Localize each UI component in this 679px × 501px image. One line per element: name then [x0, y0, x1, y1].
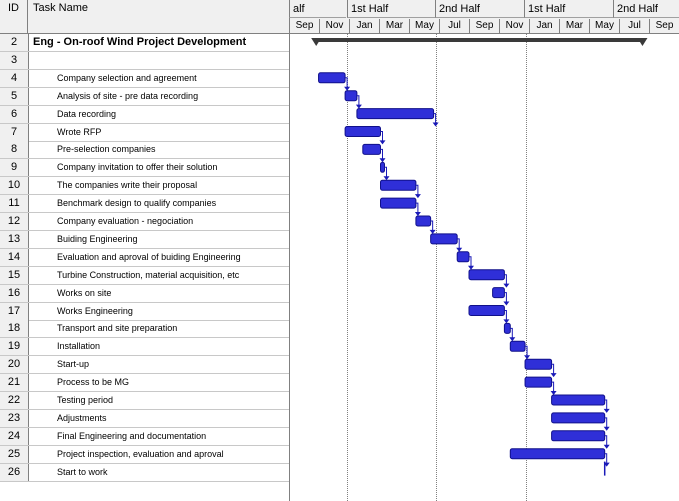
task-id: 26 — [0, 464, 29, 481]
task-name: Buiding Engineering — [57, 233, 138, 244]
task-bar[interactable] — [469, 306, 504, 316]
task-name: Adjustments — [57, 412, 107, 423]
task-bar[interactable] — [381, 198, 416, 208]
task-id: 12 — [0, 213, 29, 230]
task-name: Company evaluation - negociation — [57, 216, 194, 226]
table-row[interactable] — [0, 213, 289, 231]
task-name-column-header[interactable]: Task Name — [33, 2, 89, 14]
task-id: 11 — [0, 195, 29, 212]
task-id: 20 — [0, 356, 29, 373]
timescale-half: 2nd Half — [613, 0, 679, 18]
timescale-half: alf — [289, 0, 346, 18]
task-id: 4 — [0, 70, 29, 87]
task-name: Wrote RFP — [57, 126, 102, 137]
dependency-arrowhead — [344, 87, 350, 91]
task-bar[interactable] — [381, 180, 416, 190]
timescale-month: Sep — [469, 19, 499, 33]
task-bar[interactable] — [416, 216, 431, 226]
task-name: Benchmark design to qualify companies — [57, 198, 217, 209]
timescale-month: Jul — [619, 19, 649, 33]
task-id: 24 — [0, 428, 29, 445]
task-name: Data recording — [57, 108, 117, 119]
table-row[interactable] — [0, 195, 289, 213]
table-row[interactable] — [0, 428, 289, 446]
task-id: 15 — [0, 267, 29, 284]
table-row[interactable] — [0, 106, 289, 124]
table-header — [0, 0, 289, 34]
task-name: Pre-selection companies — [57, 144, 156, 155]
task-bar[interactable] — [552, 395, 605, 405]
table-row[interactable] — [0, 464, 289, 482]
task-bar[interactable] — [319, 73, 346, 83]
table-row[interactable] — [0, 52, 289, 70]
table-row[interactable] — [0, 392, 289, 410]
table-row[interactable] — [0, 124, 289, 142]
dependency-arrowhead — [380, 140, 386, 144]
dependency-arrowhead — [524, 355, 530, 359]
dependency-arrowhead — [604, 427, 610, 431]
dependency-arrowhead — [551, 373, 557, 377]
task-bar[interactable] — [552, 431, 605, 441]
table-row[interactable] — [0, 374, 289, 392]
timescale-month: Nov — [319, 19, 349, 33]
task-bar[interactable] — [381, 162, 385, 172]
table-row[interactable] — [0, 141, 289, 159]
task-id: 13 — [0, 231, 29, 248]
table-row[interactable] — [0, 34, 289, 52]
task-name: Eng - On-roof Wind Project Development — [33, 36, 247, 48]
task-name: Final Engineering and documentation — [57, 430, 207, 441]
table-row[interactable] — [0, 356, 289, 374]
summary-bar[interactable] — [311, 38, 647, 46]
task-name: Analysis of site - pre data recording — [57, 90, 199, 101]
timescale-month: Mar — [379, 19, 409, 33]
task-id: 5 — [0, 88, 29, 105]
dependency-arrowhead — [433, 123, 439, 127]
task-bar[interactable] — [345, 91, 357, 101]
task-id: 9 — [0, 159, 29, 176]
table-row[interactable] — [0, 320, 289, 338]
task-id: 21 — [0, 374, 29, 391]
task-id: 8 — [0, 141, 29, 158]
gantt-bars — [290, 0, 679, 501]
timeline — [290, 0, 679, 501]
timescale-month: May — [409, 19, 439, 33]
task-name: Works on site — [57, 287, 112, 298]
table-row[interactable] — [0, 338, 289, 356]
task-id: 6 — [0, 106, 29, 123]
table-row[interactable] — [0, 249, 289, 267]
task-name: Transport and site preparation — [57, 323, 178, 334]
task-id: 25 — [0, 446, 29, 463]
dependency-arrowhead — [468, 266, 474, 270]
task-id: 7 — [0, 124, 29, 141]
task-id: 14 — [0, 249, 29, 266]
task-name: Start-up — [57, 359, 90, 370]
task-name: Process to be MG — [57, 377, 130, 388]
task-name: Company selection and agreement — [57, 72, 197, 83]
task-id: 10 — [0, 177, 29, 194]
table-row[interactable] — [0, 303, 289, 321]
task-bar[interactable] — [363, 144, 381, 154]
timescale-month: Mar — [559, 19, 589, 33]
timescale-month: May — [589, 19, 619, 33]
task-name: Turbine Construction, material acquisition, etc — [57, 269, 240, 280]
id-column-header[interactable]: ID — [0, 0, 28, 33]
dependency-arrowhead — [415, 212, 421, 216]
table-row[interactable] — [0, 410, 289, 428]
task-id: 22 — [0, 392, 29, 409]
dependency-arrowhead — [604, 409, 610, 413]
table-row[interactable] — [0, 88, 289, 106]
task-bar[interactable] — [493, 288, 505, 298]
task-bar[interactable] — [504, 323, 510, 333]
dependency-arrowhead — [604, 445, 610, 449]
dependency-arrowhead — [503, 284, 509, 288]
task-id: 17 — [0, 303, 29, 320]
dependency-arrowhead — [456, 248, 462, 252]
table-row[interactable] — [0, 231, 289, 249]
table-row[interactable] — [0, 285, 289, 303]
task-id: 16 — [0, 285, 29, 302]
task-name: Company invitation to offer their solution — [57, 162, 218, 173]
dependency-arrowhead — [509, 337, 515, 341]
task-bar[interactable] — [525, 377, 552, 387]
dependency-arrowhead — [380, 158, 386, 162]
task-bar[interactable] — [510, 341, 525, 351]
task-name: Testing period — [57, 395, 114, 405]
task-name: Project inspection, evaluation and aproval — [57, 448, 224, 459]
task-id: 19 — [0, 338, 29, 355]
task-bar[interactable] — [552, 413, 605, 423]
task-table — [0, 0, 290, 501]
timescale-month: Jul — [439, 19, 469, 33]
task-bar[interactable] — [431, 234, 458, 244]
task-name: Works Engineering — [57, 305, 133, 316]
task-bar[interactable] — [357, 109, 434, 119]
task-bar[interactable] — [525, 359, 552, 369]
task-id: 2 — [0, 34, 29, 51]
task-id: 3 — [0, 52, 29, 69]
task-bar[interactable] — [469, 270, 504, 280]
timescale-month: Sep — [289, 19, 319, 33]
dependency-arrowhead — [415, 194, 421, 198]
table-row[interactable] — [0, 70, 289, 88]
dependency-arrowhead — [430, 230, 436, 234]
task-id: 18 — [0, 320, 29, 337]
table-row[interactable] — [0, 267, 289, 285]
timescale-month: Jan — [529, 19, 559, 33]
timescale-half: 2nd Half — [435, 0, 524, 18]
task-name: Evaluation and aproval of buiding Engineering — [57, 251, 241, 262]
dependency-arrowhead — [503, 302, 509, 306]
table-row[interactable] — [0, 159, 289, 177]
task-name — [29, 52, 288, 69]
dependency-arrowhead — [384, 176, 390, 180]
task-name: Start to work — [57, 466, 108, 477]
dependency-arrowhead — [356, 105, 362, 109]
task-bar[interactable] — [457, 252, 469, 262]
timescale-month: Jan — [349, 19, 379, 33]
timescale-half: 1st Half — [524, 0, 613, 18]
timescale-month: Nov — [499, 19, 529, 33]
timescale-half: 1st Half — [347, 0, 435, 18]
dependency-arrowhead — [551, 391, 557, 395]
table-row[interactable] — [0, 446, 289, 464]
task-id: 23 — [0, 410, 29, 427]
dependency-arrowhead — [503, 319, 509, 323]
task-name: The companies write their proposal — [57, 180, 198, 191]
timescale-month: Sep — [649, 19, 679, 33]
task-bar[interactable] — [510, 449, 604, 459]
task-name: Installation — [57, 341, 101, 352]
table-row[interactable] — [0, 177, 289, 195]
task-bar[interactable] — [345, 127, 380, 137]
